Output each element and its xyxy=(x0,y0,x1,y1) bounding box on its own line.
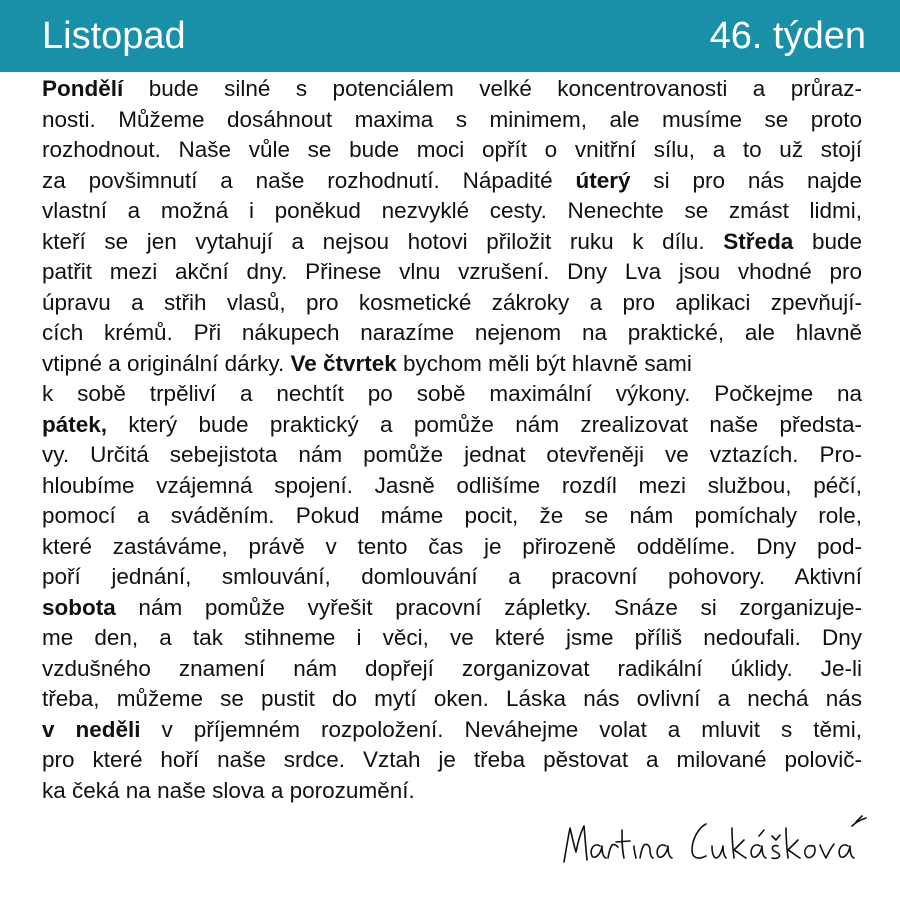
text-segment: který bude praktický a pomůže nám zrealizovat naše předsta- xyxy=(107,411,862,437)
text-line xyxy=(42,501,862,532)
text-line xyxy=(42,288,862,319)
text-segment: kteří se jen vytahují a nejsou hotovi přiložit ruku k dílu. xyxy=(42,228,724,254)
text-segment: bude xyxy=(793,228,862,254)
text-line xyxy=(42,471,862,502)
text-line xyxy=(42,74,862,105)
text-line xyxy=(42,349,862,380)
day-name: Středa xyxy=(723,228,794,254)
text-line xyxy=(42,654,862,685)
text-segment: rozhodnout. Naše vůle se bude moci opřít o vnitřní sílu, a to už stojí xyxy=(42,137,862,162)
text-line xyxy=(42,257,862,288)
text-line xyxy=(42,318,862,349)
day-name: sobota xyxy=(42,594,116,620)
header-bar xyxy=(0,0,900,72)
text-segment: pro které hoří naše srdce. Vztah je třeba pěstovat a milované polovič- xyxy=(42,747,862,772)
text-segment: které zastáváme, právě v tento čas je přirozeně oddělíme. Dny pod- xyxy=(42,533,862,559)
day-name: Pondělí xyxy=(42,76,124,101)
horoscope-text xyxy=(42,74,862,806)
text-line xyxy=(42,135,862,166)
text-segment: k sobě trpěliví a nechtít po sobě maximální výkony. Počkejme na xyxy=(42,381,862,406)
text-segment: třeba, můžeme se pustit do mytí oken. Láska nás ovlivní a nechá nás xyxy=(42,686,862,711)
text-segment: poří jednání, smlouvání, domlouvání a pracovní pohovory. Aktivní xyxy=(42,564,862,589)
text-segment: úpravu a střih vlasů, pro kosmetické zákroky a pro aplikaci zpevňují- xyxy=(42,289,862,315)
day-name: v neděli xyxy=(42,716,141,742)
day-name: pátek, xyxy=(42,411,108,437)
text-line xyxy=(42,440,862,471)
text-segment: cích krémů. Při nákupech narazíme nejenom na praktické, ale hlavně xyxy=(42,320,862,345)
text-segment: me den, a tak stihneme i věci, ve které jsme příliš nedoufali. Dny xyxy=(42,625,862,650)
text-line xyxy=(42,776,862,807)
text-segment: vtipné a originální dárky. xyxy=(42,350,291,376)
text-segment: pomocí a sváděním. Pokud máme pocit, že se nám pomíchaly role, xyxy=(42,503,862,528)
text-segment: za povšimnutí a naše rozhodnutí. Nápadité xyxy=(42,167,576,193)
text-segment: vzdušného znamení nám dopřejí zorganizovat radikální úklidy. Je-li xyxy=(42,655,862,681)
text-line xyxy=(42,623,862,654)
day-name: úterý xyxy=(575,167,631,193)
text-segment: nám pomůže vyřešit pracovní zápletky. Snáze si zorganizuje- xyxy=(115,594,862,620)
text-segment: vy. Určitá sebejistota nám pomůže jednat otevřeněji ve vztazích. Pro- xyxy=(42,442,862,467)
text-segment: vlastní a možná i poněkud nezvyklé cesty. Nenechte se zmást lidmi, xyxy=(42,198,862,223)
day-name: Ve čtvrtek xyxy=(290,350,397,376)
text-segment: ka čeká na naše slova a porozumění. xyxy=(42,777,415,803)
text-segment: hloubíme vzájemná spojení. Jasně odlišíme rozdíl mezi službou, péčí, xyxy=(42,472,862,498)
text-segment: v příjemném rozpoložení. Neváhejme volat a mluvit s těmi, xyxy=(140,716,862,742)
week-number: 46. týden xyxy=(709,15,866,57)
text-line xyxy=(42,532,862,563)
text-line xyxy=(42,410,862,441)
text-line xyxy=(42,196,862,227)
text-line xyxy=(42,227,862,258)
text-line xyxy=(42,684,862,715)
month-title: Listopad xyxy=(42,15,186,57)
text-line xyxy=(42,105,862,136)
text-line xyxy=(42,562,862,593)
text-segment: bychom měli být hlavně sami xyxy=(396,350,692,376)
signature xyxy=(556,812,876,872)
text-line xyxy=(42,715,862,746)
text-segment: patřit mezi akční dny. Přinese vlnu vzrušení. Dny Lva jsou vhodné pro xyxy=(42,259,862,284)
text-line xyxy=(42,593,862,624)
text-line xyxy=(42,379,862,410)
text-segment: bude silné s potenciálem velké koncentrovanosti a průraz- xyxy=(123,76,862,101)
text-line xyxy=(42,166,862,197)
text-line xyxy=(42,745,862,776)
text-segment: nosti. Můžeme dosáhnout maxima s minimem, ale musíme se proto xyxy=(42,106,862,132)
text-segment: si pro nás najde xyxy=(630,167,862,193)
